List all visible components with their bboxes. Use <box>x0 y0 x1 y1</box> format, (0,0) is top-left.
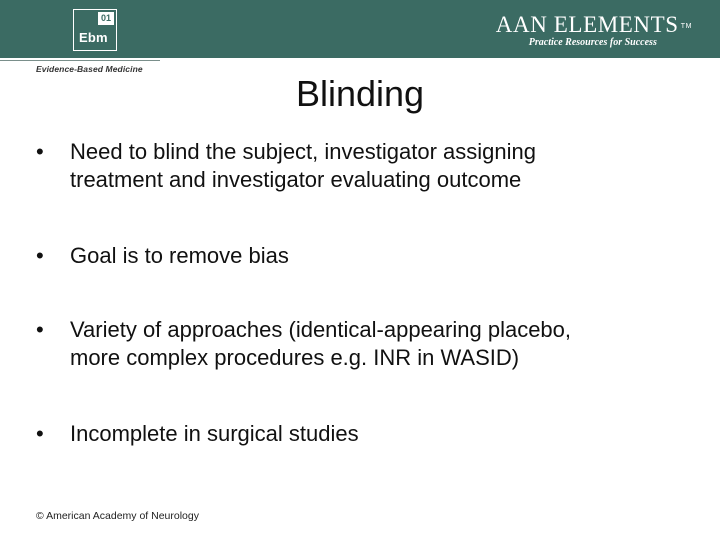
aan-brand-trademark: TM <box>680 23 692 30</box>
bullet-text: Goal is to remove bias <box>70 243 289 268</box>
aan-brand-tagline: Practice Resources for Success <box>528 37 657 48</box>
ebm-caption: Evidence-Based Medicine <box>36 64 143 74</box>
bullet-text: Incomplete in surgical studies <box>70 421 359 446</box>
aan-brand-title-row <box>496 13 692 37</box>
bullet-item <box>36 138 676 194</box>
ebm-divider <box>0 60 160 61</box>
bullet-marker: • <box>36 139 44 164</box>
bullet-text: Variety of approaches (identical-appearing placebo, more complex procedures e.g. INR in WASID) <box>70 317 572 370</box>
bullet-item <box>36 316 676 372</box>
bullet-marker: • <box>36 421 44 446</box>
aan-brand-title: AAN ELEMENTS <box>495 12 679 37</box>
bullet-item <box>36 420 676 448</box>
aan-elements-brand <box>496 13 692 49</box>
bullet-marker: • <box>36 243 44 268</box>
slide-title: Blinding <box>295 73 425 114</box>
ebm-logo-badge: 01 <box>98 12 114 25</box>
bullet-text: Need to blind the subject, investigator assigning treatment and investigator evaluating outcome <box>70 139 536 192</box>
bullet-marker: • <box>36 317 44 342</box>
bullet-item <box>36 242 676 270</box>
footer-copyright: © American Academy of Neurology <box>36 510 199 522</box>
ebm-logo-word: Ebm <box>79 30 108 45</box>
ebm-logo <box>73 9 117 51</box>
